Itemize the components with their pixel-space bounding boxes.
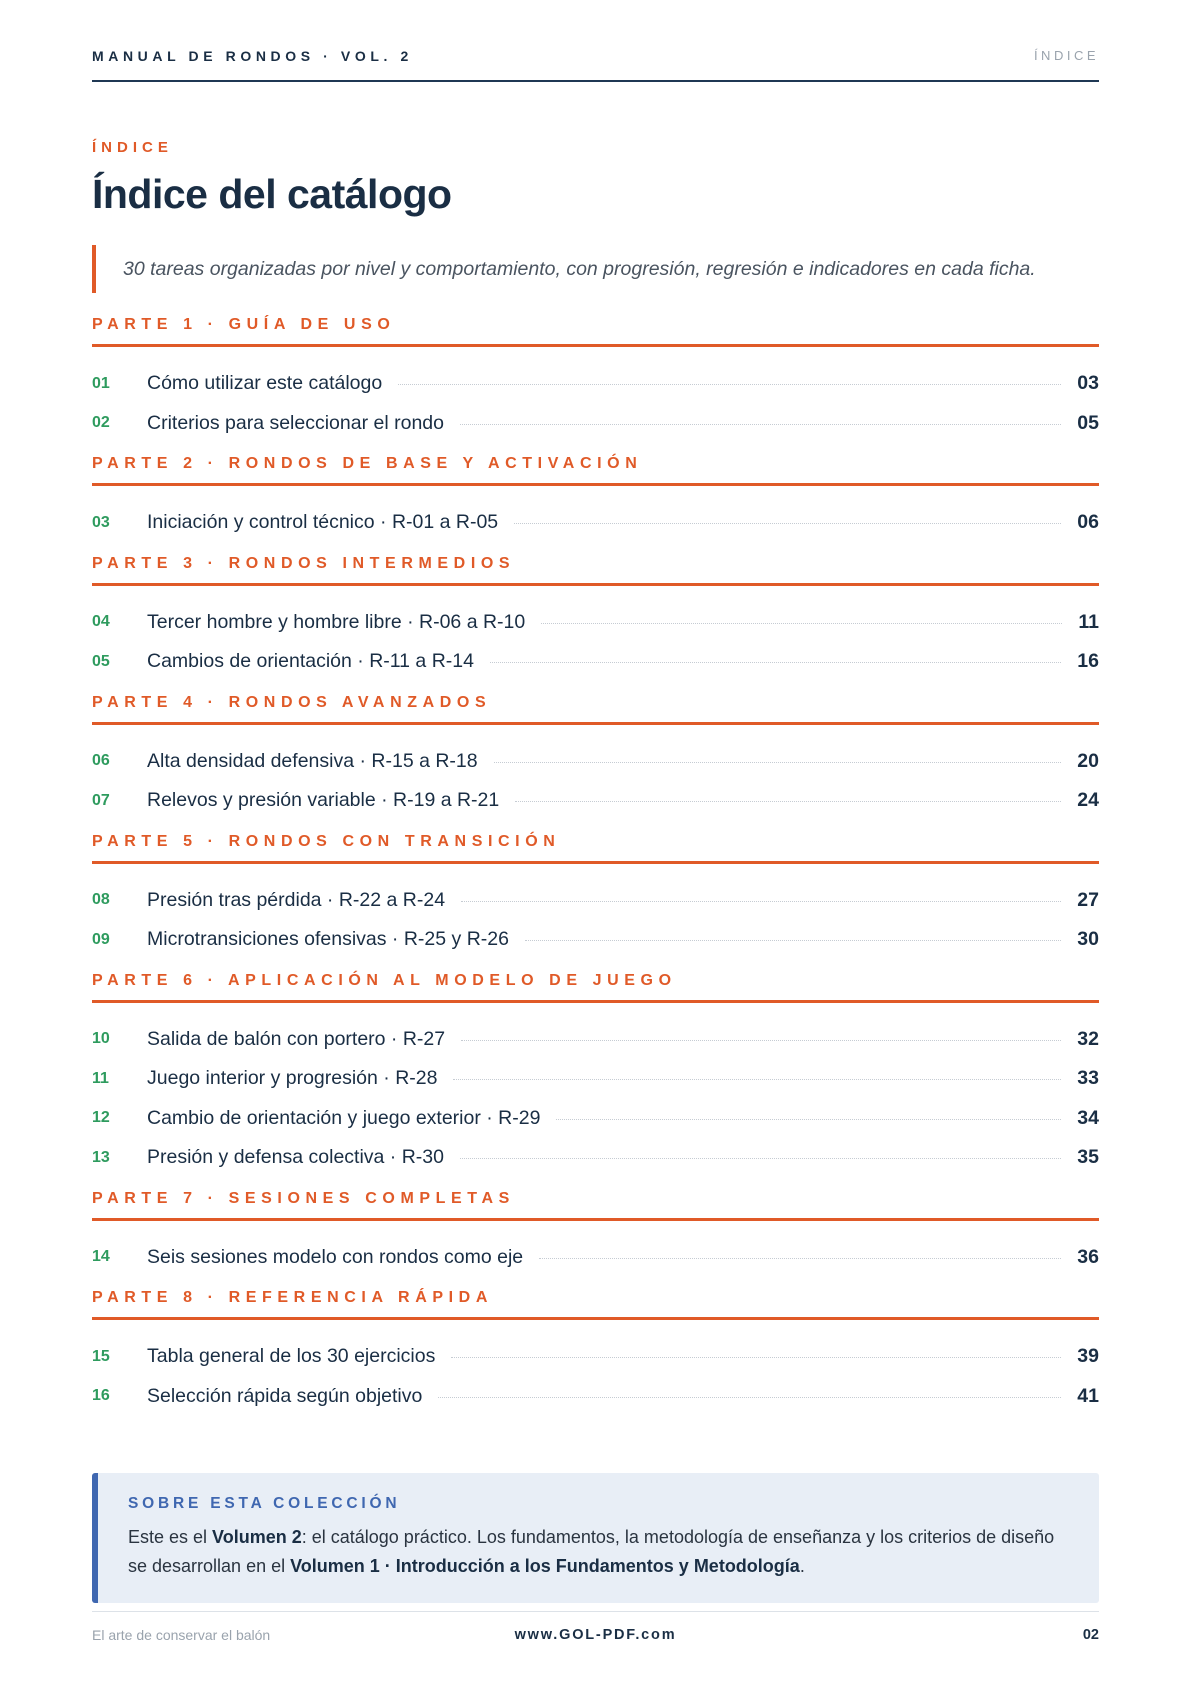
entry-number: 10 bbox=[92, 1030, 110, 1048]
dot-leader bbox=[451, 1357, 1061, 1358]
entry-title: Salida de balón con portero · R-27 bbox=[147, 1027, 446, 1050]
callout-text bbox=[128, 1523, 1069, 1581]
entry-number: 08 bbox=[92, 891, 110, 909]
entry-page-number: 39 bbox=[1077, 1345, 1099, 1368]
running-header bbox=[92, 48, 1099, 82]
part-title: PARTE 1 · GUÍA DE USO bbox=[92, 316, 396, 333]
entry-title: Cómo utilizar este catálogo bbox=[147, 372, 383, 395]
callout-text-part: . bbox=[799, 1556, 805, 1576]
entry-number: 04 bbox=[92, 613, 110, 631]
entry-number: 02 bbox=[92, 414, 110, 432]
dot-leader bbox=[461, 901, 1061, 902]
part-heading bbox=[92, 970, 1099, 1003]
entry-page-number: 34 bbox=[1077, 1106, 1099, 1129]
part-heading bbox=[92, 553, 1099, 586]
part-heading bbox=[92, 831, 1099, 864]
dot-leader bbox=[490, 662, 1061, 663]
entry-number: 09 bbox=[92, 930, 110, 948]
entry-page-number: 32 bbox=[1077, 1027, 1099, 1050]
entry-page-number: 03 bbox=[1077, 372, 1099, 395]
toc-entry[interactable] bbox=[92, 503, 1099, 543]
entry-title: Iniciación y control técnico · R-01 a R-05 bbox=[147, 511, 499, 534]
toc-part bbox=[92, 1188, 1099, 1278]
header-section: ÍNDICE bbox=[1033, 48, 1099, 63]
toc-entry[interactable] bbox=[92, 642, 1099, 682]
page-title: Índice del catálogo bbox=[92, 171, 452, 217]
part-heading bbox=[92, 314, 1099, 347]
part-heading bbox=[92, 453, 1099, 486]
entry-page-number: 24 bbox=[1077, 789, 1099, 812]
entry-title: Cambios de orientación · R-11 a R-14 bbox=[147, 650, 474, 673]
entry-number: 13 bbox=[92, 1148, 110, 1166]
entry-number: 16 bbox=[92, 1387, 110, 1405]
footer-page-number: 02 bbox=[1082, 1627, 1099, 1643]
entry-number: 12 bbox=[92, 1109, 110, 1127]
toc-entry[interactable] bbox=[92, 364, 1099, 404]
entry-page-number: 41 bbox=[1077, 1384, 1099, 1407]
entry-title: Seis sesiones modelo con rondos como eje bbox=[147, 1245, 524, 1268]
entry-number: 15 bbox=[92, 1347, 110, 1365]
entry-title: Alta densidad defensiva · R-15 a R-18 bbox=[147, 749, 478, 772]
entry-number: 11 bbox=[92, 1069, 109, 1087]
dot-leader bbox=[514, 523, 1061, 524]
dot-leader bbox=[494, 762, 1062, 763]
toc-part bbox=[92, 831, 1099, 960]
dot-leader bbox=[438, 1397, 1061, 1398]
toc-entry[interactable] bbox=[92, 1377, 1099, 1417]
page bbox=[92, 0, 1099, 1685]
entry-page-number: 05 bbox=[1077, 411, 1099, 434]
entry-page-number: 33 bbox=[1077, 1067, 1099, 1090]
entry-title: Microtransiciones ofensivas · R-25 y R-26 bbox=[147, 928, 509, 951]
entry-page-number: 35 bbox=[1077, 1146, 1099, 1169]
part-title: PARTE 7 · SESIONES COMPLETAS bbox=[92, 1189, 515, 1207]
entry-title: Criterios para seleccionar el rondo bbox=[147, 411, 444, 434]
entry-title: Presión tras pérdida · R-22 a R-24 bbox=[147, 888, 446, 911]
dot-leader bbox=[398, 384, 1061, 385]
entry-page-number: 16 bbox=[1077, 650, 1099, 673]
part-title: PARTE 2 · RONDOS DE BASE Y ACTIVACIÓN bbox=[92, 455, 643, 472]
toc-entry[interactable] bbox=[92, 1138, 1099, 1178]
dot-leader bbox=[453, 1079, 1061, 1080]
toc-part bbox=[92, 553, 1099, 682]
callout-volume-1: Volumen 1 · Introducción a los Fundamentos y Metodología bbox=[290, 1556, 800, 1576]
dot-leader bbox=[460, 1158, 1061, 1159]
toc-entry[interactable] bbox=[92, 1238, 1099, 1278]
entry-page-number: 30 bbox=[1077, 928, 1099, 951]
toc-entry[interactable] bbox=[92, 404, 1099, 444]
entry-page-number: 36 bbox=[1077, 1245, 1099, 1268]
toc-entry[interactable] bbox=[92, 603, 1099, 643]
collection-callout bbox=[92, 1473, 1099, 1603]
part-heading bbox=[92, 1287, 1099, 1320]
toc-part bbox=[92, 1287, 1099, 1416]
part-title: PARTE 3 · RONDOS INTERMEDIOS bbox=[92, 554, 516, 572]
entry-number: 14 bbox=[92, 1248, 110, 1266]
toc-entry[interactable] bbox=[92, 920, 1099, 960]
entry-title: Tabla general de los 30 ejercicios bbox=[147, 1345, 436, 1368]
dot-leader bbox=[541, 623, 1062, 624]
toc-entry[interactable] bbox=[92, 1337, 1099, 1377]
section-kicker: ÍNDICE bbox=[92, 139, 173, 156]
callout-text-part: : el catálogo práctico. Los fundamentos, la metodología de enseñanza y los criterios de diseño se desarrollan en el bbox=[128, 1527, 1055, 1576]
entry-title: Presión y defensa colectiva · R-30 bbox=[147, 1146, 444, 1169]
entry-title: Selección rápida según objetivo bbox=[147, 1384, 423, 1407]
dot-leader bbox=[539, 1258, 1061, 1259]
part-title: PARTE 8 · REFERENCIA RÁPIDA bbox=[92, 1289, 493, 1306]
toc-part bbox=[92, 314, 1099, 443]
part-title: PARTE 6 · APLICACIÓN AL MODELO DE JUEGO bbox=[92, 971, 677, 989]
toc-entry[interactable] bbox=[92, 1020, 1099, 1060]
entry-title: Tercer hombre y hombre libre · R-06 a R-10 bbox=[147, 610, 526, 633]
intro-quote bbox=[92, 245, 1099, 293]
toc-entry[interactable] bbox=[92, 742, 1099, 782]
callout-volume-2: Volumen 2 bbox=[212, 1527, 302, 1547]
part-title: PARTE 4 · RONDOS AVANZADOS bbox=[92, 693, 492, 711]
callout-title: SOBRE ESTA COLECCIÓN bbox=[128, 1495, 401, 1512]
entry-title: Juego interior y progresión · R-28 bbox=[147, 1067, 438, 1090]
entry-number: 05 bbox=[92, 652, 110, 670]
table-of-contents bbox=[92, 314, 1099, 1426]
header-book-title: MANUAL DE RONDOS · VOL. 2 bbox=[92, 48, 413, 64]
dot-leader bbox=[556, 1119, 1061, 1120]
footer-tagline: El arte de conservar el balón bbox=[92, 1627, 271, 1643]
entry-number: 01 bbox=[92, 374, 110, 392]
entry-number: 07 bbox=[92, 791, 110, 809]
page-footer bbox=[92, 1611, 1099, 1652]
dot-leader bbox=[460, 424, 1061, 425]
entry-page-number: 20 bbox=[1077, 749, 1099, 772]
footer-website-link[interactable]: www.GOL-PDF.com bbox=[514, 1627, 677, 1643]
toc-part bbox=[92, 970, 1099, 1178]
entry-number: 03 bbox=[92, 513, 110, 531]
callout-text-part: Este es el bbox=[128, 1527, 213, 1547]
toc-entry[interactable] bbox=[92, 881, 1099, 921]
entry-page-number: 27 bbox=[1077, 888, 1099, 911]
entry-title: Relevos y presión variable · R-19 a R-21 bbox=[147, 789, 500, 812]
toc-entry[interactable] bbox=[92, 781, 1099, 821]
toc-part bbox=[92, 453, 1099, 543]
part-heading bbox=[92, 692, 1099, 725]
intro-text: 30 tareas organizadas por nivel y comportamiento, con progresión, regresión e indicadores en cada ficha. bbox=[123, 257, 1036, 280]
toc-entry[interactable] bbox=[92, 1059, 1099, 1099]
part-heading bbox=[92, 1188, 1099, 1221]
dot-leader bbox=[461, 1040, 1061, 1041]
entry-title: Cambio de orientación y juego exterior · R-29 bbox=[147, 1106, 541, 1129]
toc-part bbox=[92, 692, 1099, 821]
dot-leader bbox=[525, 940, 1061, 941]
entry-page-number: 11 bbox=[1078, 610, 1099, 633]
entry-number: 06 bbox=[92, 752, 110, 770]
part-title: PARTE 5 · RONDOS CON TRANSICIÓN bbox=[92, 832, 561, 850]
dot-leader bbox=[515, 801, 1061, 802]
entry-page-number: 06 bbox=[1077, 511, 1099, 534]
toc-entry[interactable] bbox=[92, 1099, 1099, 1139]
